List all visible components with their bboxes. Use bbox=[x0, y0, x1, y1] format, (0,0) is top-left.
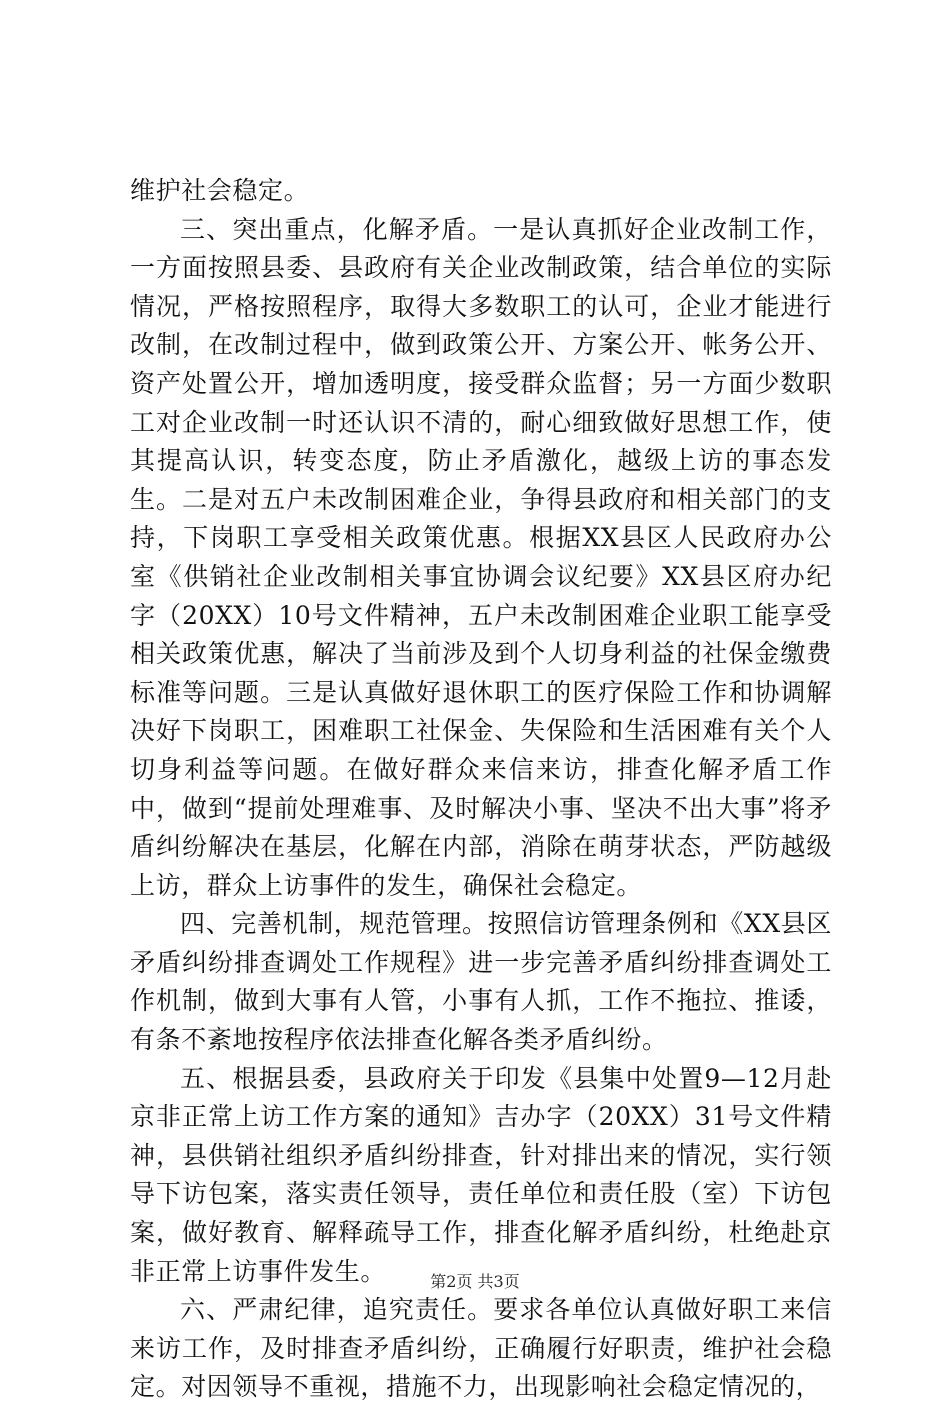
page-number-footer: 第2页 共3页 bbox=[430, 1272, 520, 1291]
paragraph-section-6: 六、严肃纪律，追究责任。要求各单位认真做好职工来信来访工作，及时排查矛盾纠纷，正确履行好职责，维护社会稳定。对因领导不重视，措施不力，出现影响社会稳定情况的， bbox=[130, 1295, 832, 1402]
paragraph-section-4: 四、完善机制，规范管理。按照信访管理条例和《XX县区矛盾纠纷排查调处工作规程》进一步完善矛盾纠纷排查调处工作机制，做到大事有人管，小事有人抓，工作不拖拉、推诿，有条不紊地按程序依法排查化解各类矛盾纠纷。 bbox=[130, 909, 832, 1055]
paragraph-section-5: 五、根据县委，县政府关于印发《县集中处置9—12月赴京非正常上访工作方案的通知》吉办字（20XX）31号文件精神，县供销社组织矛盾纠纷排查，针对排出来的情况，实行领导下访包案，落实责任领导，责任单位和责任股（室）下访包案，做好教育、解释疏导工作，排查化解矛盾纠纷，杜绝赴京非正常上访事件发生。 bbox=[130, 1063, 832, 1286]
document-body bbox=[130, 172, 832, 1407]
paragraph-continuation: 维护社会稳定。 bbox=[130, 176, 310, 205]
paragraph-section-3: 三、突出重点，化解矛盾。一是认真抓好企业改制工作，一方面按照县委、县政府有关企业改制政策，结合单位的实际情况，严格按照程序，取得大多数职工的认可，企业才能进行改制，在改制过程中，做到政策公开、方案公开、帐务公开、资产处置公开，增加透明度，接受群众监督；另一方面少数职工对企业改制一时还认识不清的，耐心细致做好思想工作，使其提高认识，转变态度，防止矛盾激化，越级上访的事态发生。二是对五户未改制困难企业，争得县政府和相关部门的支持，下岗职工享受相关政策优惠。根据XX县区人民政府办公室《供销社企业改制相关事宜协调会议纪要》XX县区府办纪字（20XX）10号文件精神，五户未改制困难企业职工能享受相关政策优惠，解决了当前涉及到个人切身利益的社保金缴费标准等问题。三是认真做好退休职工的医疗保险工作和协调解决好下岗职工，困难职工社保金、失保险和生活困难有关个人切身利益等问题。在做好群众来信来访，排查化解矛盾工作中，做到“提前处理难事、及时解决小事、坚决不出大事”将矛盾纠纷解决在基层，化解在内部，消除在萌芽状态，严防越级上访，群众上访事件的发生，确保社会稳定。 bbox=[130, 214, 832, 900]
